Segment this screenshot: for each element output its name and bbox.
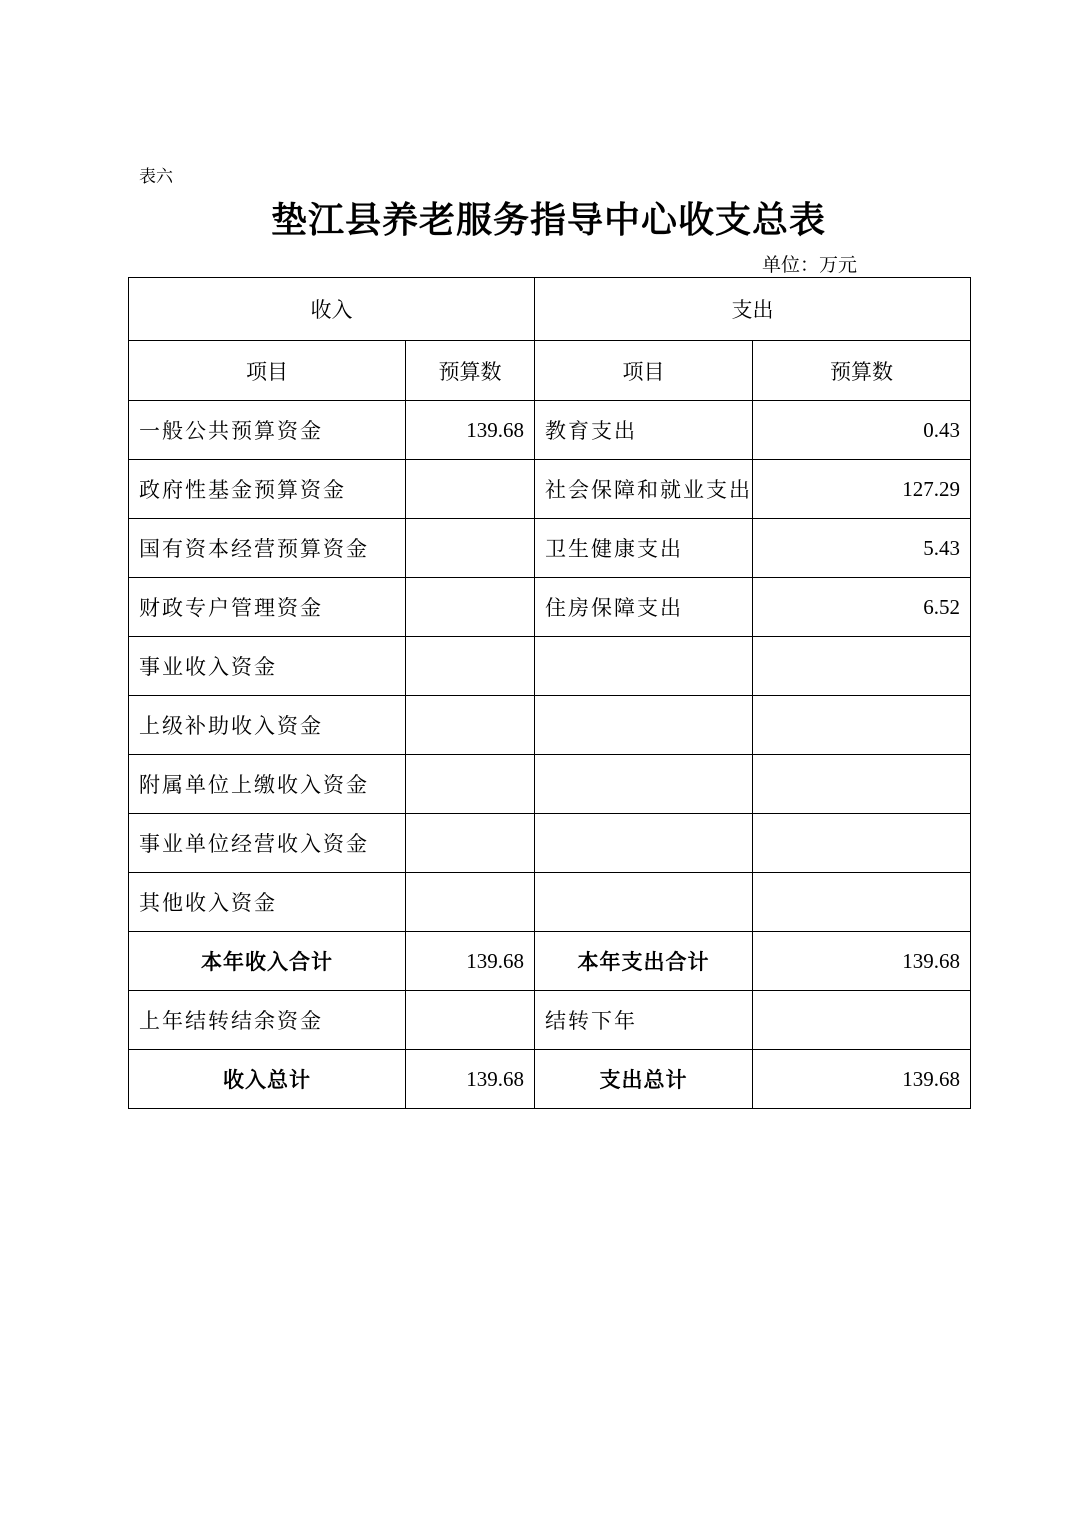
income-value	[406, 519, 535, 578]
table-row	[129, 460, 971, 519]
income-value	[406, 637, 535, 696]
income-item: 事业收入资金	[129, 637, 406, 696]
income-item: 财政专户管理资金	[129, 578, 406, 637]
table-row	[129, 696, 971, 755]
expense-header: 支出	[535, 278, 971, 341]
carry-to-next-year-label: 结转下年	[535, 991, 753, 1050]
income-value	[406, 460, 535, 519]
expense-item: 教育支出	[535, 401, 753, 460]
table-row	[129, 401, 971, 460]
income-value	[406, 873, 535, 932]
income-value	[406, 814, 535, 873]
year-expense-total-label: 本年支出合计	[535, 932, 753, 991]
income-grand-total-label: 收入总计	[129, 1050, 406, 1109]
prior-year-carryover-label: 上年结转结余资金	[129, 991, 406, 1050]
expense-item	[535, 814, 753, 873]
income-header: 收入	[129, 278, 535, 341]
expense-value	[753, 755, 971, 814]
income-item: 上级补助收入资金	[129, 696, 406, 755]
table-row	[129, 873, 971, 932]
expense-grand-total-label: 支出总计	[535, 1050, 753, 1109]
income-item: 一般公共预算资金	[129, 401, 406, 460]
table-number-label: 表六	[139, 167, 173, 187]
carry-over-row	[129, 991, 971, 1050]
expense-value: 5.43	[753, 519, 971, 578]
carry-to-next-year-value	[753, 991, 971, 1050]
income-value	[406, 696, 535, 755]
income-expense-summary-table	[128, 277, 971, 1109]
year-total-row	[129, 932, 971, 991]
expense-value: 6.52	[753, 578, 971, 637]
unit-label: 单位：万元	[762, 254, 858, 276]
expense-value: 127.29	[753, 460, 971, 519]
income-value: 139.68	[406, 401, 535, 460]
page-title: 垫江县养老服务指导中心收支总表	[270, 199, 826, 241]
expense-budget-header: 预算数	[753, 341, 971, 401]
expense-item	[535, 755, 753, 814]
table-row	[129, 814, 971, 873]
income-grand-total-value: 139.68	[406, 1050, 535, 1109]
expense-item: 社会保障和就业支出	[535, 460, 753, 519]
expense-item: 卫生健康支出	[535, 519, 753, 578]
income-item: 政府性基金预算资金	[129, 460, 406, 519]
year-income-total-label: 本年收入合计	[129, 932, 406, 991]
expense-item	[535, 637, 753, 696]
table-row	[129, 637, 971, 696]
expense-item: 住房保障支出	[535, 578, 753, 637]
income-value	[406, 755, 535, 814]
income-item: 事业单位经营收入资金	[129, 814, 406, 873]
expense-value	[753, 873, 971, 932]
income-value	[406, 578, 535, 637]
expense-value	[753, 696, 971, 755]
grand-total-row	[129, 1050, 971, 1109]
expense-value	[753, 814, 971, 873]
expense-value	[753, 637, 971, 696]
expense-value: 0.43	[753, 401, 971, 460]
expense-item	[535, 873, 753, 932]
table-row	[129, 519, 971, 578]
expense-item-header: 项目	[535, 341, 753, 401]
header-row-top	[129, 278, 971, 341]
income-item-header: 项目	[129, 341, 406, 401]
expense-item	[535, 696, 753, 755]
header-row-sub	[129, 341, 971, 401]
income-item: 国有资本经营预算资金	[129, 519, 406, 578]
table-row	[129, 755, 971, 814]
income-item: 附属单位上缴收入资金	[129, 755, 406, 814]
income-item: 其他收入资金	[129, 873, 406, 932]
prior-year-carryover-value	[406, 991, 535, 1050]
expense-grand-total-value: 139.68	[753, 1050, 971, 1109]
income-budget-header: 预算数	[406, 341, 535, 401]
table-row	[129, 578, 971, 637]
year-income-total-value: 139.68	[406, 932, 535, 991]
year-expense-total-value: 139.68	[753, 932, 971, 991]
